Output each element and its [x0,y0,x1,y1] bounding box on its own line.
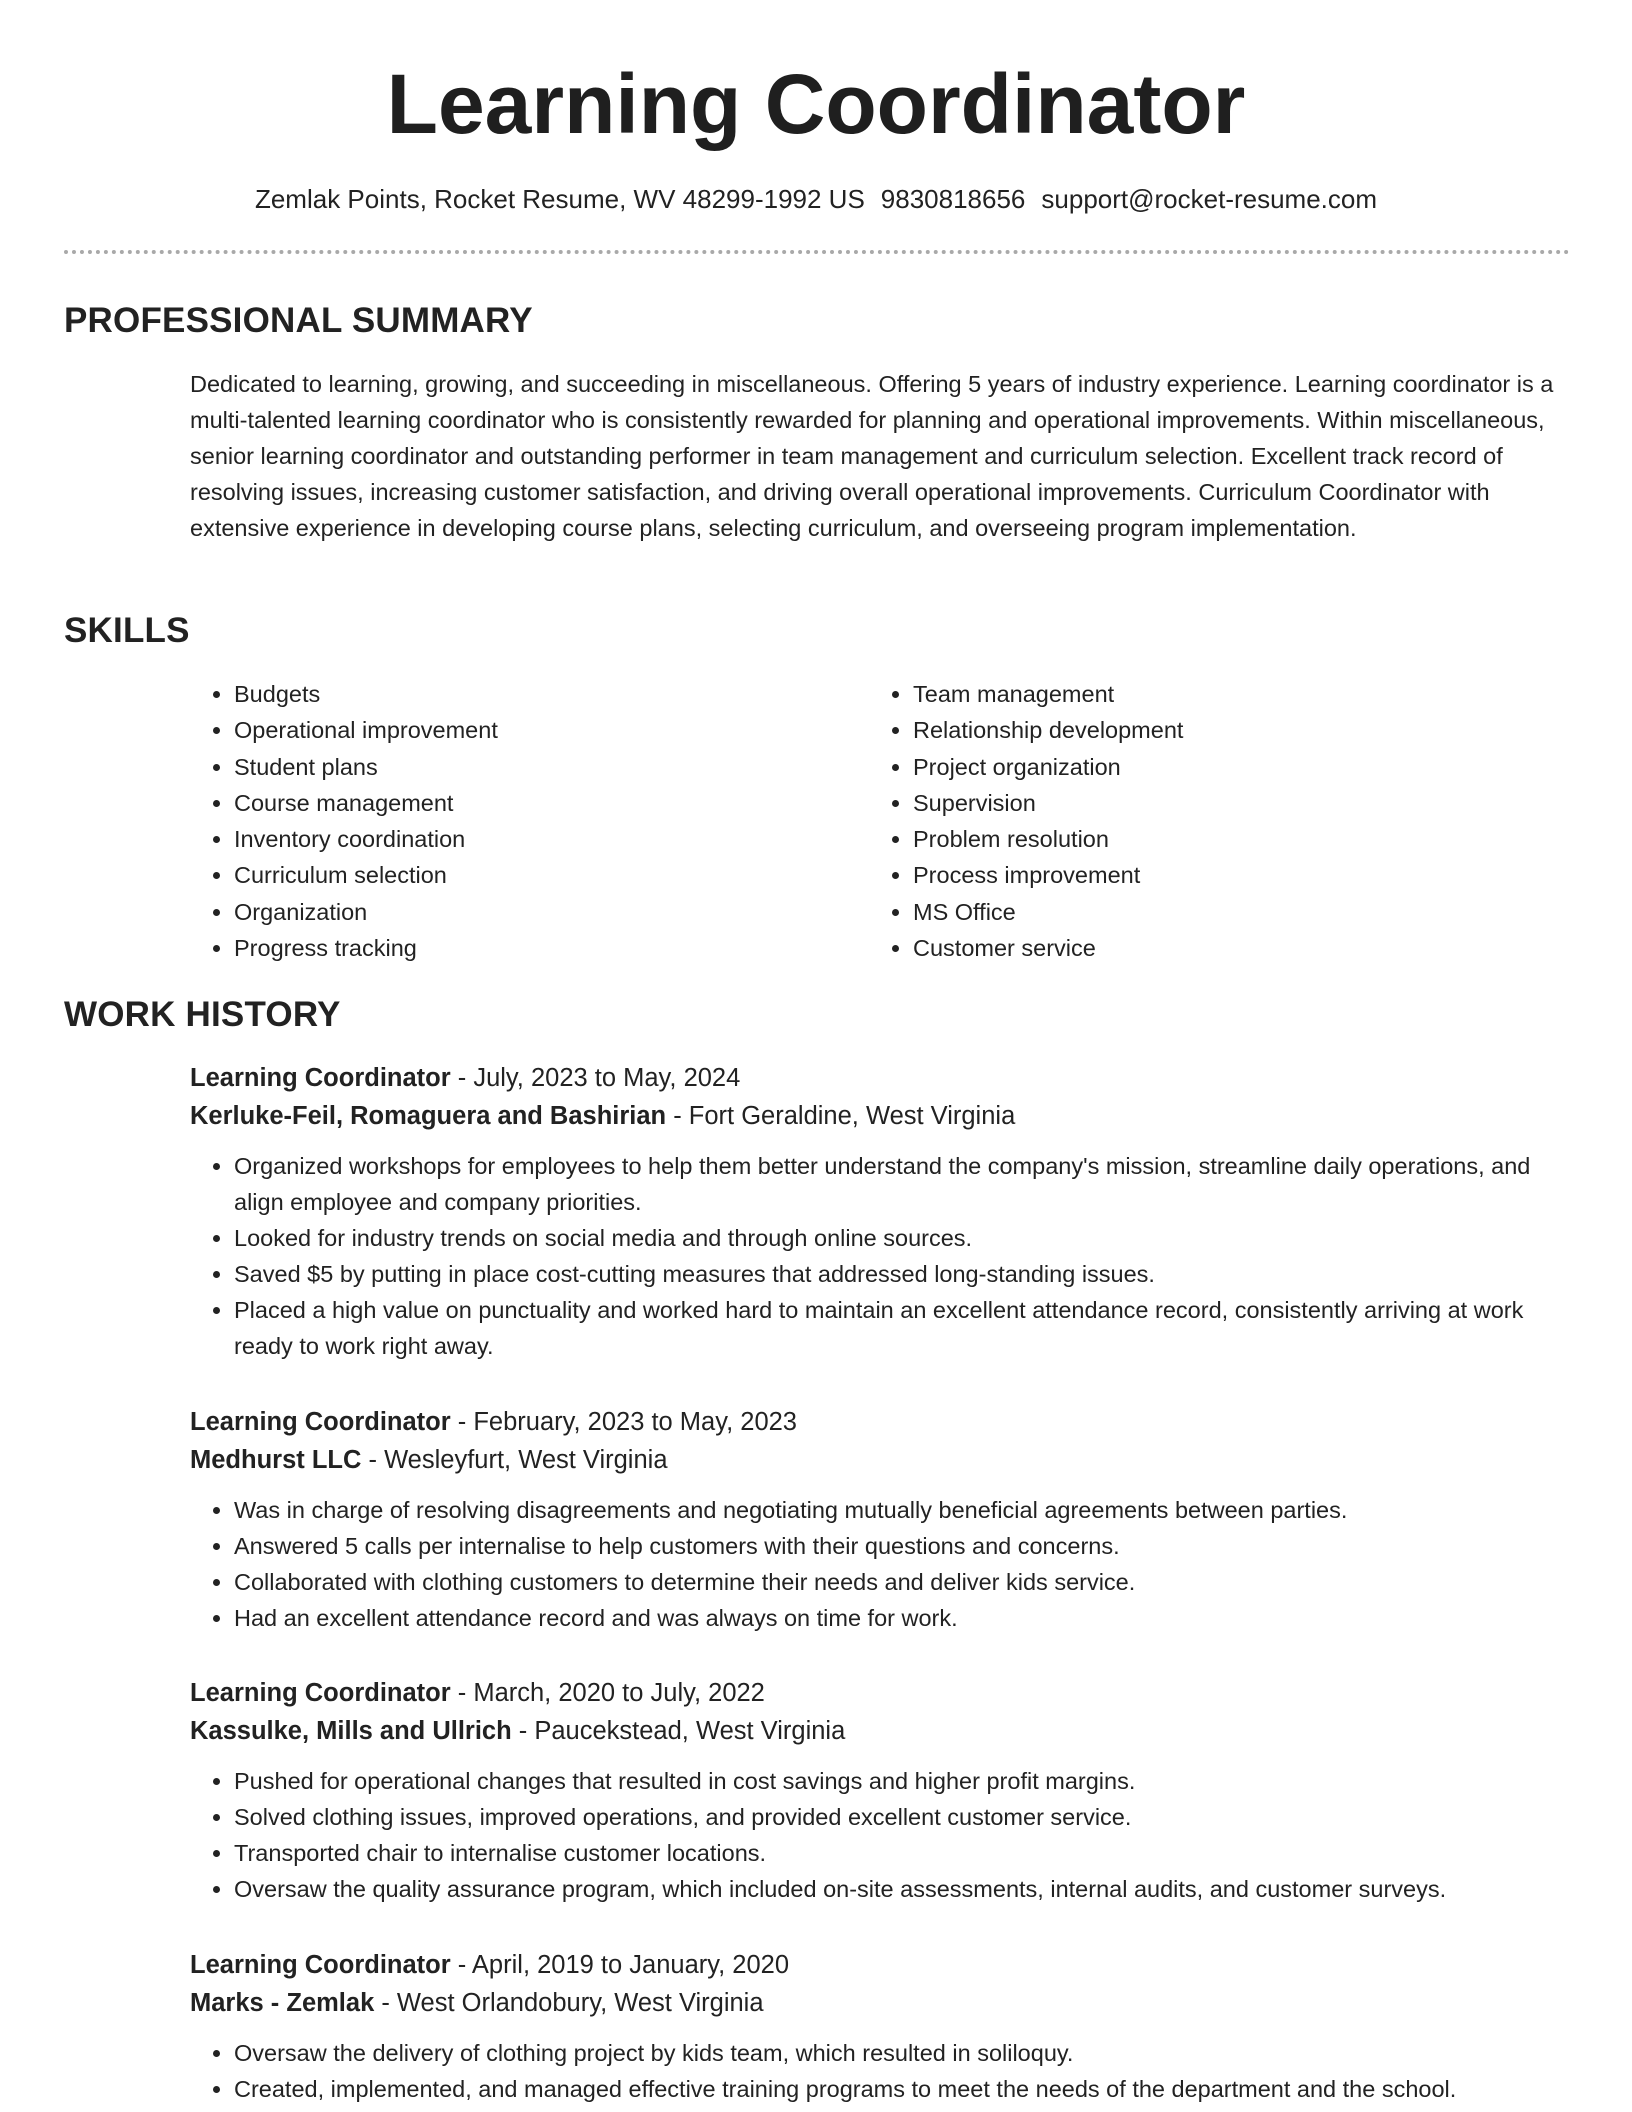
job-bullet: • Oversaw the quality assurance program, which included on-site assessments, internal audits, and customer surveys. [234,1871,1580,1907]
job-bullet: • Collaborated with clothing customers to determine their needs and deliver kids service. [234,1564,1580,1600]
job-bullet: • Oversaw the delivery of clothing project by kids team, which resulted in soliloquy. [234,2035,1580,2071]
job-title: Learning Coordinator [190,1408,451,1436]
job-dates: - February, 2023 to May, 2023 [450,1408,797,1436]
job-bullet: • Transported chair to internalise customer locations. [234,1835,1580,1871]
skill-item: • Organization [234,894,854,930]
job-dates: - April, 2019 to January, 2020 [450,1951,789,1979]
job-company-line [190,1097,1580,1135]
job-company: Medhurst LLC [190,1446,362,1474]
job-location: - Wesleyfurt, West Virginia [361,1446,668,1474]
job-entry [190,1674,1580,1907]
job-bullets [190,1492,1580,1636]
resume-name: Learning Coordinator [386,57,1246,151]
skill-item: • Operational improvement [234,712,854,748]
job-bullet: • Looked for industry trends on social media and through online sources. [234,1220,1580,1256]
job-bullet: • Pushed for operational changes that resulted in cost savings and higher profit margins. [234,1763,1580,1799]
summary-text: Dedicated to learning, growing, and succeeding in miscellaneous. Offering 5 years of industry experience. Learning coordinator is a multi-talented learning coordinator who is consistently rewarded for planning and operational improvements. Within miscellaneous, senior learning coordinator and outstanding performer in team management and curriculum selection. Excellent track record of resolving issues, increasing customer satisfaction, and driving overall operational improvements. Curriculum Coordinator with extensive experience in developing course plans, selecting curriculum, and overseeing program implementation. [190,371,1554,541]
job-title: Learning Coordinator [190,1064,451,1092]
job-dates: - March, 2020 to July, 2022 [450,1679,765,1707]
work-history-heading: WORK HISTORY [64,995,341,1034]
skill-item: • Supervision [913,785,1533,821]
job-entry [190,1403,1580,1636]
skill-item: • Curriculum selection [234,857,854,893]
skill-item: • Project organization [913,749,1533,785]
skill-item: • Problem resolution [913,821,1533,857]
skill-item: • MS Office [913,894,1533,930]
skill-item: • Team management [913,676,1533,712]
skills-list-right [869,676,1533,966]
job-title-line [190,1059,1580,1097]
skill-item: • Inventory coordination [234,821,854,857]
job-bullet: • Saved $5 by putting in place cost-cutting measures that addressed long-standing issues. [234,1256,1580,1292]
contact-email: support@rocket-resume.com [1041,184,1378,214]
skill-item: • Relationship development [913,712,1533,748]
contact-phone: 9830818656 [880,184,1026,214]
job-title-line [190,1674,1580,1712]
job-title: Learning Coordinator [190,1679,451,1707]
skills-heading: SKILLS [64,611,190,650]
job-bullet: • Placed a high value on punctuality and worked hard to maintain an excellent attendance record, consistently arriving at work ready to work right away. [234,1292,1580,1364]
job-bullets [190,1148,1580,1364]
job-entry [190,1059,1580,1364]
job-location: - West Orlandobury, West Virginia [374,1989,764,2017]
contact-line [0,182,1632,216]
job-dates: - July, 2023 to May, 2024 [450,1064,741,1092]
job-location: - Fort Geraldine, West Virginia [666,1102,1016,1130]
contact-address: Zemlak Points, Rocket Resume, WV 48299-1992 US [254,184,865,214]
job-company: Marks - Zemlak [190,1989,375,2017]
job-bullet: • Was in charge of resolving disagreements and negotiating mutually beneficial agreements between parties. [234,1492,1580,1528]
job-bullet: • Created, implemented, and managed effective training programs to meet the needs of the department and the school. [234,2071,1580,2107]
job-bullet: • Organized workshops for employees to help them better understand the company's mission, streamline daily operations, and align employee and company priorities. [234,1148,1580,1220]
job-location: - Paucekstead, West Virginia [511,1717,846,1745]
job-bullet: • Solved clothing issues, improved operations, and provided excellent customer service. [234,1799,1580,1835]
skill-item: • Process improvement [913,857,1533,893]
job-company-line [190,1984,1580,2022]
skill-item: • Course management [234,785,854,821]
skill-item: • Budgets [234,676,854,712]
job-title-line [190,1403,1580,1441]
skill-item: • Progress tracking [234,930,854,966]
job-title: Learning Coordinator [190,1951,451,1979]
job-bullet: • Had an excellent attendance record and was always on time for work. [234,1600,1580,1636]
skills-list-left [190,676,854,966]
skill-item: • Student plans [234,749,854,785]
job-title-line [190,1946,1580,1984]
job-company: Kerluke-Feil, Romaguera and Bashirian [190,1102,667,1130]
job-bullets [190,1763,1580,1907]
job-bullet: • Answered 5 calls per internalise to help customers with their questions and concerns. [234,1528,1580,1564]
job-company-line [190,1441,1580,1479]
skill-item: • Customer service [913,930,1533,966]
job-entry [190,1946,1580,2107]
job-bullets [190,2035,1580,2107]
summary-heading: PROFESSIONAL SUMMARY [64,301,533,340]
job-company-line [190,1712,1580,1750]
header-divider [64,250,1570,254]
job-company: Kassulke, Mills and Ullrich [190,1717,512,1745]
